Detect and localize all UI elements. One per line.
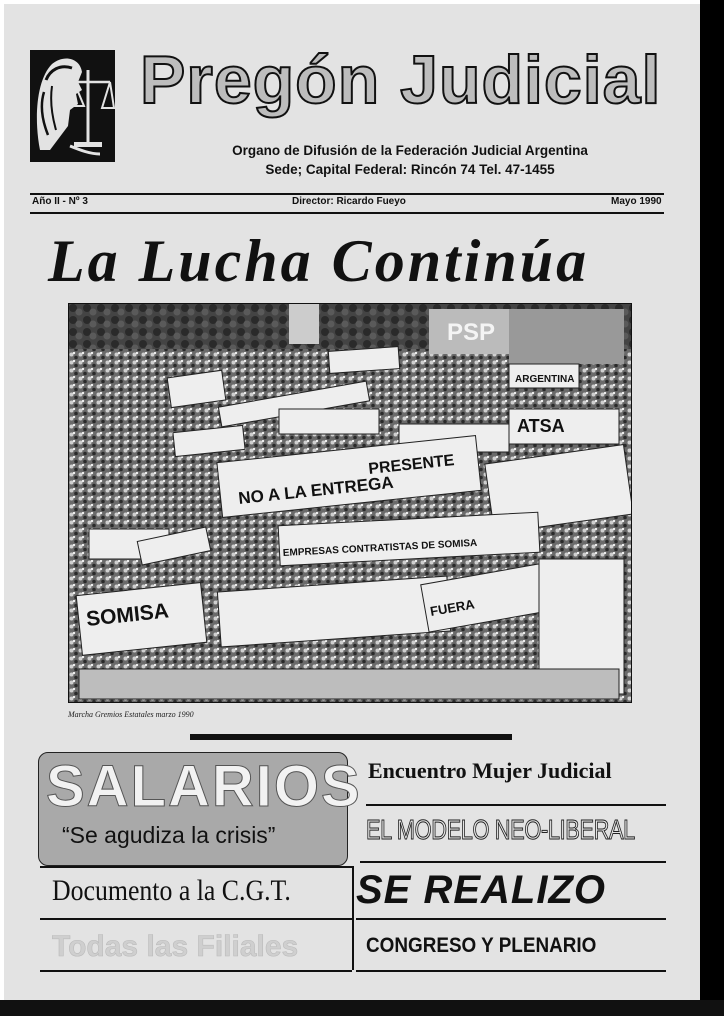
newspaper-title: Pregón Judicial xyxy=(140,42,662,118)
subtitle-organization: Organo de Difusión de la Federación Judicial Argentina xyxy=(232,143,588,158)
story-rule-3 xyxy=(40,866,352,868)
banner-psp: PSP xyxy=(447,319,496,346)
banner-no-a-la-entrega: NO A LA ENTREGA xyxy=(237,472,395,508)
march-photo xyxy=(68,303,632,703)
realizo-headline: SE REALIZO xyxy=(356,868,607,912)
banner-somisa: SOMISA xyxy=(85,599,170,631)
modelo-headline: EL MODELO NEO-LIBERAL xyxy=(366,814,635,845)
director-line: Director: Ricardo Fueyo xyxy=(292,196,406,207)
issue-number: Año II - Nº 3 xyxy=(32,196,88,207)
story-rule-2 xyxy=(360,861,666,863)
masthead-rule-bottom xyxy=(30,212,664,214)
section-divider-bar xyxy=(190,734,512,740)
masthead-rule-top xyxy=(30,193,664,195)
story-rule-5 xyxy=(356,918,666,920)
banner-presente: PRESENTE xyxy=(367,452,456,478)
banner-fuera: FUERA xyxy=(428,596,476,619)
scan-border-right xyxy=(700,0,724,1024)
issue-date: Mayo 1990 xyxy=(611,196,662,207)
subtitle-address: Sede; Capital Federal: Rincón 74 Tel. 47-1455 xyxy=(265,162,555,177)
documento-headline: Documento a la C.G.T. xyxy=(52,874,291,907)
salarios-quote: “Se agudiza la crisis” xyxy=(62,822,276,848)
scan-border-margin xyxy=(0,1016,724,1024)
story-vertical-rule xyxy=(352,866,354,970)
filiales-headline: Todas las Filiales xyxy=(52,930,299,963)
story-rule-4 xyxy=(40,918,352,920)
story-rule-7 xyxy=(356,970,666,972)
salarios-headline: SALARIOS xyxy=(46,754,362,819)
banner-empresas: EMPRESAS CONTRATISTAS DE SOMISA xyxy=(282,537,478,559)
congreso-headline: CONGRESO Y PLENARIO xyxy=(366,934,597,957)
crowd-photo-illustration xyxy=(69,304,631,702)
story-rule-1 xyxy=(366,804,666,806)
scales-of-justice-icon xyxy=(30,50,115,162)
photo-caption: Marcha Gremios Estatales marzo 1990 xyxy=(68,710,194,719)
encuentro-headline: Encuentro Mujer Judicial xyxy=(368,758,612,783)
banner-atsa: ATSA xyxy=(517,416,565,436)
story-rule-6 xyxy=(40,970,352,972)
banner-argentina: ARGENTINA xyxy=(515,374,575,385)
main-headline: La Lucha Continúa xyxy=(48,228,590,294)
